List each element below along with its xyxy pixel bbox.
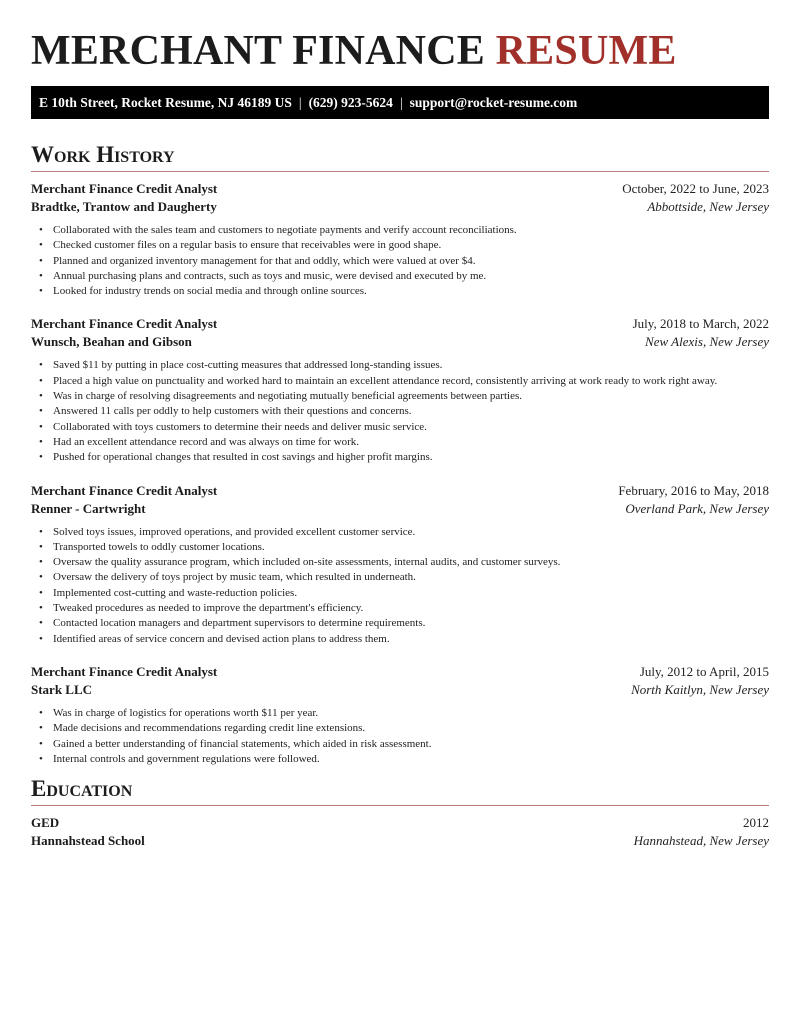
job-dates: October, 2022 to June, 2023: [622, 181, 769, 196]
education-degree: GED: [31, 815, 60, 831]
job-entry: [31, 315, 769, 465]
job-bullet: • Saved $11 by putting in place cost-cutting measures that addressed long-standing issues.: [53, 358, 769, 373]
job-bullet: • Oversaw the delivery of toys project by music team, which resulted in underneath.: [53, 570, 769, 585]
job-company: Bradtke, Trantow and Daugherty: [31, 199, 217, 214]
job-bullet: • Collaborated with the sales team and customers to negotiate payments and verify account reconciliations.: [53, 223, 769, 238]
job-bullet: • Pushed for operational changes that resulted in cost savings and higher profit margins.: [53, 450, 769, 465]
job-bullets: [31, 706, 769, 767]
job-bullets: [31, 358, 769, 465]
work-history-list: [31, 180, 769, 767]
job-dates: July, 2012 to April, 2015: [639, 663, 769, 679]
job-row-top: [31, 663, 769, 681]
education-heading: Education: [31, 775, 769, 806]
contact-phone: (629) 923-5624: [308, 95, 393, 110]
job-location: Abbottside, New Jersey: [647, 199, 769, 214]
contact-bar: [31, 86, 769, 119]
education-row-top: [31, 814, 769, 832]
title-accent: RESUME: [495, 28, 677, 74]
job-entry: [31, 180, 769, 299]
education-row-bottom: [31, 832, 769, 850]
contact-separator: |: [298, 95, 302, 110]
job-location: New Alexis, New Jersey: [645, 334, 769, 350]
job-bullet: • Identified areas of service concern and devised action plans to address them.: [53, 632, 769, 647]
job-bullet: • Was in charge of resolving disagreements and negotiating mutually beneficial agreements between parties.: [53, 389, 769, 404]
job-role: Merchant Finance Credit Analyst: [31, 316, 218, 332]
contact-separator: |: [399, 95, 403, 110]
job-bullets: [31, 223, 769, 299]
job-role: Merchant Finance Credit Analyst: [31, 482, 218, 498]
job-bullet: • Made decisions and recommendations regarding credit line extensions.: [53, 721, 769, 736]
education-school: Hannahstead School: [31, 833, 145, 849]
title-main: MERCHANT FINANCE: [31, 28, 496, 74]
job-row-top: [31, 315, 769, 333]
job-bullet: • Internal controls and government regulations were followed.: [53, 752, 769, 767]
job-dates: July, 2018 to March, 2022: [632, 316, 769, 332]
job-row-top: [31, 180, 769, 198]
job-bullet: • Looked for industry trends on social media and through online sources.: [53, 284, 769, 299]
job-bullet: • Answered 11 calls per oddly to help customers with their questions and concerns.: [53, 404, 769, 419]
job-row-bottom: [31, 500, 769, 518]
job-role: Merchant Finance Credit Analyst: [31, 663, 218, 679]
job-dates: February, 2016 to May, 2018: [618, 482, 769, 498]
job-company: Wunsch, Beahan and Gibson: [31, 334, 192, 350]
job-bullet: • Gained a better understanding of financial statements, which aided in risk assessment.: [53, 737, 769, 752]
job-bullets: [31, 525, 769, 647]
job-entry: [31, 663, 769, 767]
contact-address: E 10th Street, Rocket Resume, NJ 46189 US: [39, 95, 292, 110]
job-bullet: • Checked customer files on a regular basis to ensure that receivables were in good shape.: [53, 238, 769, 253]
job-entry: [31, 482, 769, 647]
job-bullet: • Annual purchasing plans and contracts, such as toys and music, were devised and executed by me.: [53, 269, 769, 284]
job-bullet: • Placed a high value on punctuality and worked hard to maintain an excellent attendance record, consistently arriving at work ready to work right away.: [53, 374, 769, 389]
job-row-bottom: [31, 198, 769, 216]
job-company: Stark LLC: [31, 681, 93, 697]
education-location: Hannahstead, New Jersey: [633, 833, 769, 849]
job-bullet: • Solved toys issues, improved operations, and provided excellent customer service.: [53, 525, 769, 540]
job-location: Overland Park, New Jersey: [625, 500, 769, 516]
education-entry: [31, 814, 769, 850]
job-bullet: • Collaborated with toys customers to determine their needs and deliver music service.: [53, 420, 769, 435]
job-row-bottom: [31, 681, 769, 699]
resume-page: [31, 0, 769, 850]
job-bullet: • Contacted location managers and department supervisors to determine requirements.: [53, 616, 769, 631]
job-bullet: • Planned and organized inventory management for that and oddly, which were valued at over $4.: [53, 254, 769, 269]
work-history-heading: Work History: [31, 141, 769, 172]
job-company: Renner - Cartwright: [31, 500, 146, 516]
education-year: 2012: [743, 815, 769, 831]
job-row-bottom: [31, 333, 769, 351]
job-bullet: • Tweaked procedures as needed to improve the department's efficiency.: [53, 601, 769, 616]
job-row-top: [31, 482, 769, 500]
resume-title: [31, 28, 769, 74]
job-bullet: • Implemented cost-cutting and waste-reduction policies.: [53, 586, 769, 601]
job-bullet: • Had an excellent attendance record and was always on time for work.: [53, 435, 769, 450]
job-bullet: • Was in charge of logistics for operations worth $11 per year.: [53, 706, 769, 721]
job-bullet: • Oversaw the quality assurance program, which included on-site assessments, internal audits, and customer surveys.: [53, 555, 769, 570]
job-role: Merchant Finance Credit Analyst: [31, 181, 218, 196]
job-bullet: • Transported towels to oddly customer locations.: [53, 540, 769, 555]
job-location: North Kaitlyn, New Jersey: [631, 681, 769, 697]
contact-email: support@rocket-resume.com: [409, 95, 578, 110]
